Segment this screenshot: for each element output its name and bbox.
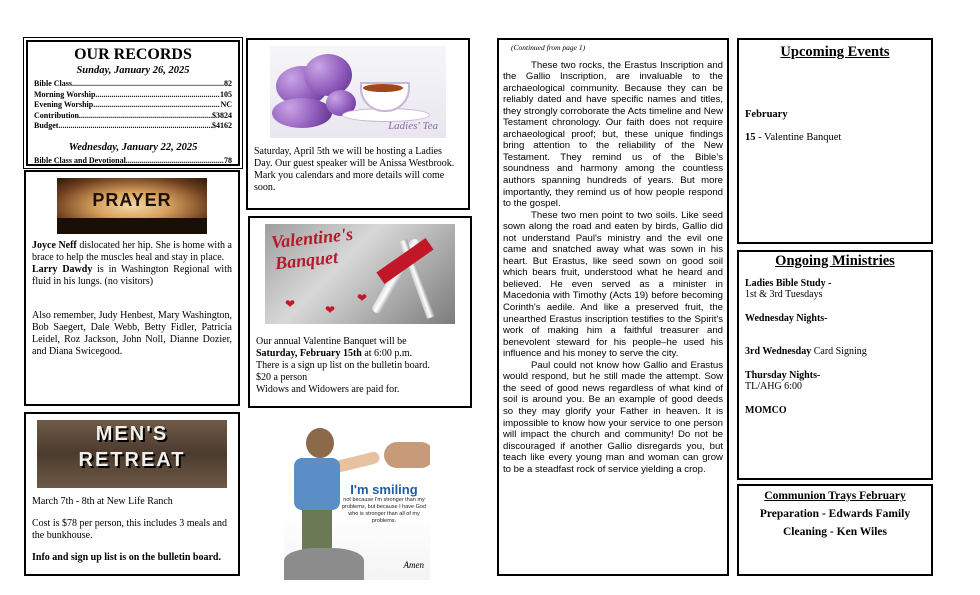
ministry-detail: 1st & 3rd Tuesdays bbox=[745, 289, 823, 300]
row-value: NC bbox=[220, 100, 232, 109]
upcoming-events-title: Upcoming Events bbox=[780, 44, 890, 60]
continued-note: (Continued from page 1) bbox=[511, 43, 586, 52]
smiling-message bbox=[340, 482, 428, 525]
ministry-name: Thursday Nights- bbox=[745, 369, 821, 381]
retreat-date: March 7th - 8th at New Life Ranch bbox=[32, 496, 173, 507]
row-label: Contribution bbox=[34, 110, 79, 120]
ministry-item bbox=[745, 346, 925, 358]
ministry-name: Ladies Bible Study - bbox=[745, 277, 832, 289]
valentine-banner-image: Valentine's Banquet ❤ ❤ ❤ bbox=[265, 224, 455, 324]
ladies-tea-image bbox=[270, 46, 446, 138]
upcoming-events-box bbox=[737, 38, 933, 244]
retreat-info: Info and sign up list is on the bulletin board. bbox=[32, 552, 221, 563]
row-label: Morning Worship bbox=[34, 89, 96, 99]
prayer-banner-text: PRAYER bbox=[92, 190, 172, 210]
event-day: 15 bbox=[745, 132, 756, 143]
ladies-tea-box bbox=[246, 38, 470, 210]
sunday-date: Sunday, January 26, 2025 bbox=[76, 65, 190, 76]
records-row bbox=[34, 121, 232, 132]
retreat-box bbox=[24, 412, 240, 576]
prayer-banner-image bbox=[57, 178, 207, 234]
row-value: 78 bbox=[224, 155, 232, 165]
records-row bbox=[34, 111, 232, 122]
amen-signature: Amen bbox=[403, 560, 424, 570]
communion-box bbox=[737, 484, 933, 576]
retreat-banner-image bbox=[37, 420, 227, 488]
ministry-item bbox=[745, 405, 925, 417]
article-box bbox=[497, 38, 729, 576]
valentine-line4: $20 a person bbox=[256, 372, 308, 383]
records-row bbox=[34, 90, 232, 101]
row-value: 105 bbox=[220, 89, 232, 99]
prayer-item bbox=[32, 240, 232, 264]
row-value: $3824 bbox=[212, 110, 232, 120]
prayer-remember: Also remember, Judy Henbest, Mary Washington, Bob Saegert, Dale Webb, Betty Fidler, Patricia Leidel, Roz Jackson, John Noll, Dianne Dozier, and Diana Swicegood. bbox=[32, 310, 232, 357]
valentine-time: at 6:00 p.m. bbox=[361, 348, 413, 359]
row-label: Bible Class and Devotional bbox=[34, 155, 126, 165]
valentine-line3: There is a sign up list on the bulletin board. bbox=[256, 360, 430, 371]
valentine-box bbox=[248, 216, 472, 408]
event-name: - Valentine Banquet bbox=[755, 132, 842, 143]
records-row bbox=[34, 79, 232, 90]
prayer-name: Joyce Neff bbox=[32, 240, 77, 251]
ongoing-ministries-title: Ongoing Ministries bbox=[775, 253, 895, 269]
ministry-item bbox=[745, 370, 925, 393]
records-row bbox=[34, 100, 232, 111]
valentine-title-line2: Banquet bbox=[274, 246, 339, 274]
smiling-image bbox=[284, 416, 430, 580]
records-row bbox=[34, 156, 232, 167]
row-label: Budget bbox=[34, 121, 59, 130]
ministry-name: 3rd Wednesday bbox=[745, 346, 812, 357]
smiling-caption: not because I'm stronger than my problems, but because I have God who is stronger than all of my problems. bbox=[341, 497, 427, 524]
communion-title: Communion Trays February bbox=[764, 490, 906, 502]
article-paragraph: Paul could not know how Gallio and Erastus would respond, but he still made the attempt. Sow the seed of good news regardless of what kind of soil is around you. Be an example of good deeds so they may glorify your Father in heaven. It is impossible to know how your service to one person will impact the church and community! Do not be discouraged if another Gallio disregards you, but teach like every young man and woman can grow to be a steadfast rock of service yielding a crop. bbox=[503, 359, 723, 475]
prayer-text: is in Washington Regional with fluid in his lungs. (no visitors) bbox=[32, 264, 232, 287]
valentine-line5: Widows and Widowers are paid for. bbox=[256, 384, 400, 395]
communion-preparation: Preparation - Edwards Family bbox=[759, 508, 911, 520]
retreat-banner-line2: RETREAT bbox=[78, 449, 186, 471]
valentine-line2 bbox=[256, 348, 464, 360]
event-item bbox=[745, 132, 925, 143]
ladies-tea-text: Saturday, April 5th we will be hosting a Ladies Day. Our guest speaker will be Anissa Westbrook. Mark you calendars and more details will come soon. bbox=[254, 146, 455, 193]
retreat-cost: Cost is $78 per person, this includes 3 meals and the bunkhouse. bbox=[32, 518, 227, 541]
row-value: $4162 bbox=[212, 121, 232, 130]
article-paragraph: These two men point to two soils. Like seed sown along the road and eaten by birds, Gallio did not understand Paul's ministry and the evil one came and snatched away what was sown in his heart. But Erastus, like seed sown on good soil which bears fruit, understood what he heard and believed. He even served as a minister in Macedonia with Timothy (Acts 19) before becoming Corinth's aedile. And like a preserved fruit, the unearthed Erastus inscription testifies to the Spirit's work of making him a faithful treasurer and benevolent steward for his people–he used his influence and his money to serve the city. bbox=[503, 209, 723, 360]
records-title: OUR RECORDS bbox=[74, 46, 192, 63]
ministry-name: Wednesday Nights- bbox=[745, 312, 828, 324]
retreat-banner-line1: MEN'S bbox=[95, 423, 169, 445]
valentine-line1: Our annual Valentine Banquet will be bbox=[256, 336, 407, 347]
valentine-title-line1: Valentine's bbox=[270, 224, 354, 253]
ministry-detail: TL/AHG 6:00 bbox=[745, 381, 802, 392]
smiling-heading: I'm smiling bbox=[350, 482, 418, 497]
article-paragraph: These two rocks, the Erastus Inscription and the Gallio Inscription, are invaluable to the archaeological community. Because they can be reliably dated and have specific names and titles, they strongly corroborate the Acts timeline and New Testament chronology. Our faith does not require archaeological proof; but, these unique findings bring attention to the reliability of the New Testament. They remind us of the Bible's soundness and harmony among the countless authors spanning hundreds of years. But more importantly, they remind us of how people respond to the gospel. bbox=[503, 59, 723, 210]
prayer-box bbox=[24, 170, 240, 406]
prayer-name: Larry Dawdy bbox=[32, 264, 93, 275]
ongoing-ministries-box bbox=[737, 250, 933, 480]
ladies-tea-script: Ladies' Tea bbox=[388, 120, 438, 132]
event-month: February bbox=[745, 109, 788, 120]
ministry-item bbox=[745, 278, 925, 301]
row-label: Evening Worship bbox=[34, 100, 94, 109]
ministry-name: MOMCO bbox=[745, 404, 787, 416]
wednesday-date: Wednesday, January 22, 2025 bbox=[68, 141, 198, 153]
row-label: Bible Class bbox=[34, 79, 73, 88]
communion-cleaning: Cleaning - Ken Wiles bbox=[782, 526, 888, 538]
ministry-detail: Card Signing bbox=[811, 346, 867, 357]
prayer-item bbox=[32, 264, 232, 288]
ministry-item bbox=[745, 313, 925, 325]
row-value: 82 bbox=[224, 79, 232, 88]
records-box bbox=[26, 40, 240, 166]
prayer-text: dislocated her hip. She is home with a brace to help the muscles heal and stay in place. bbox=[32, 240, 232, 263]
valentine-date: Saturday, February 15th bbox=[256, 348, 362, 359]
